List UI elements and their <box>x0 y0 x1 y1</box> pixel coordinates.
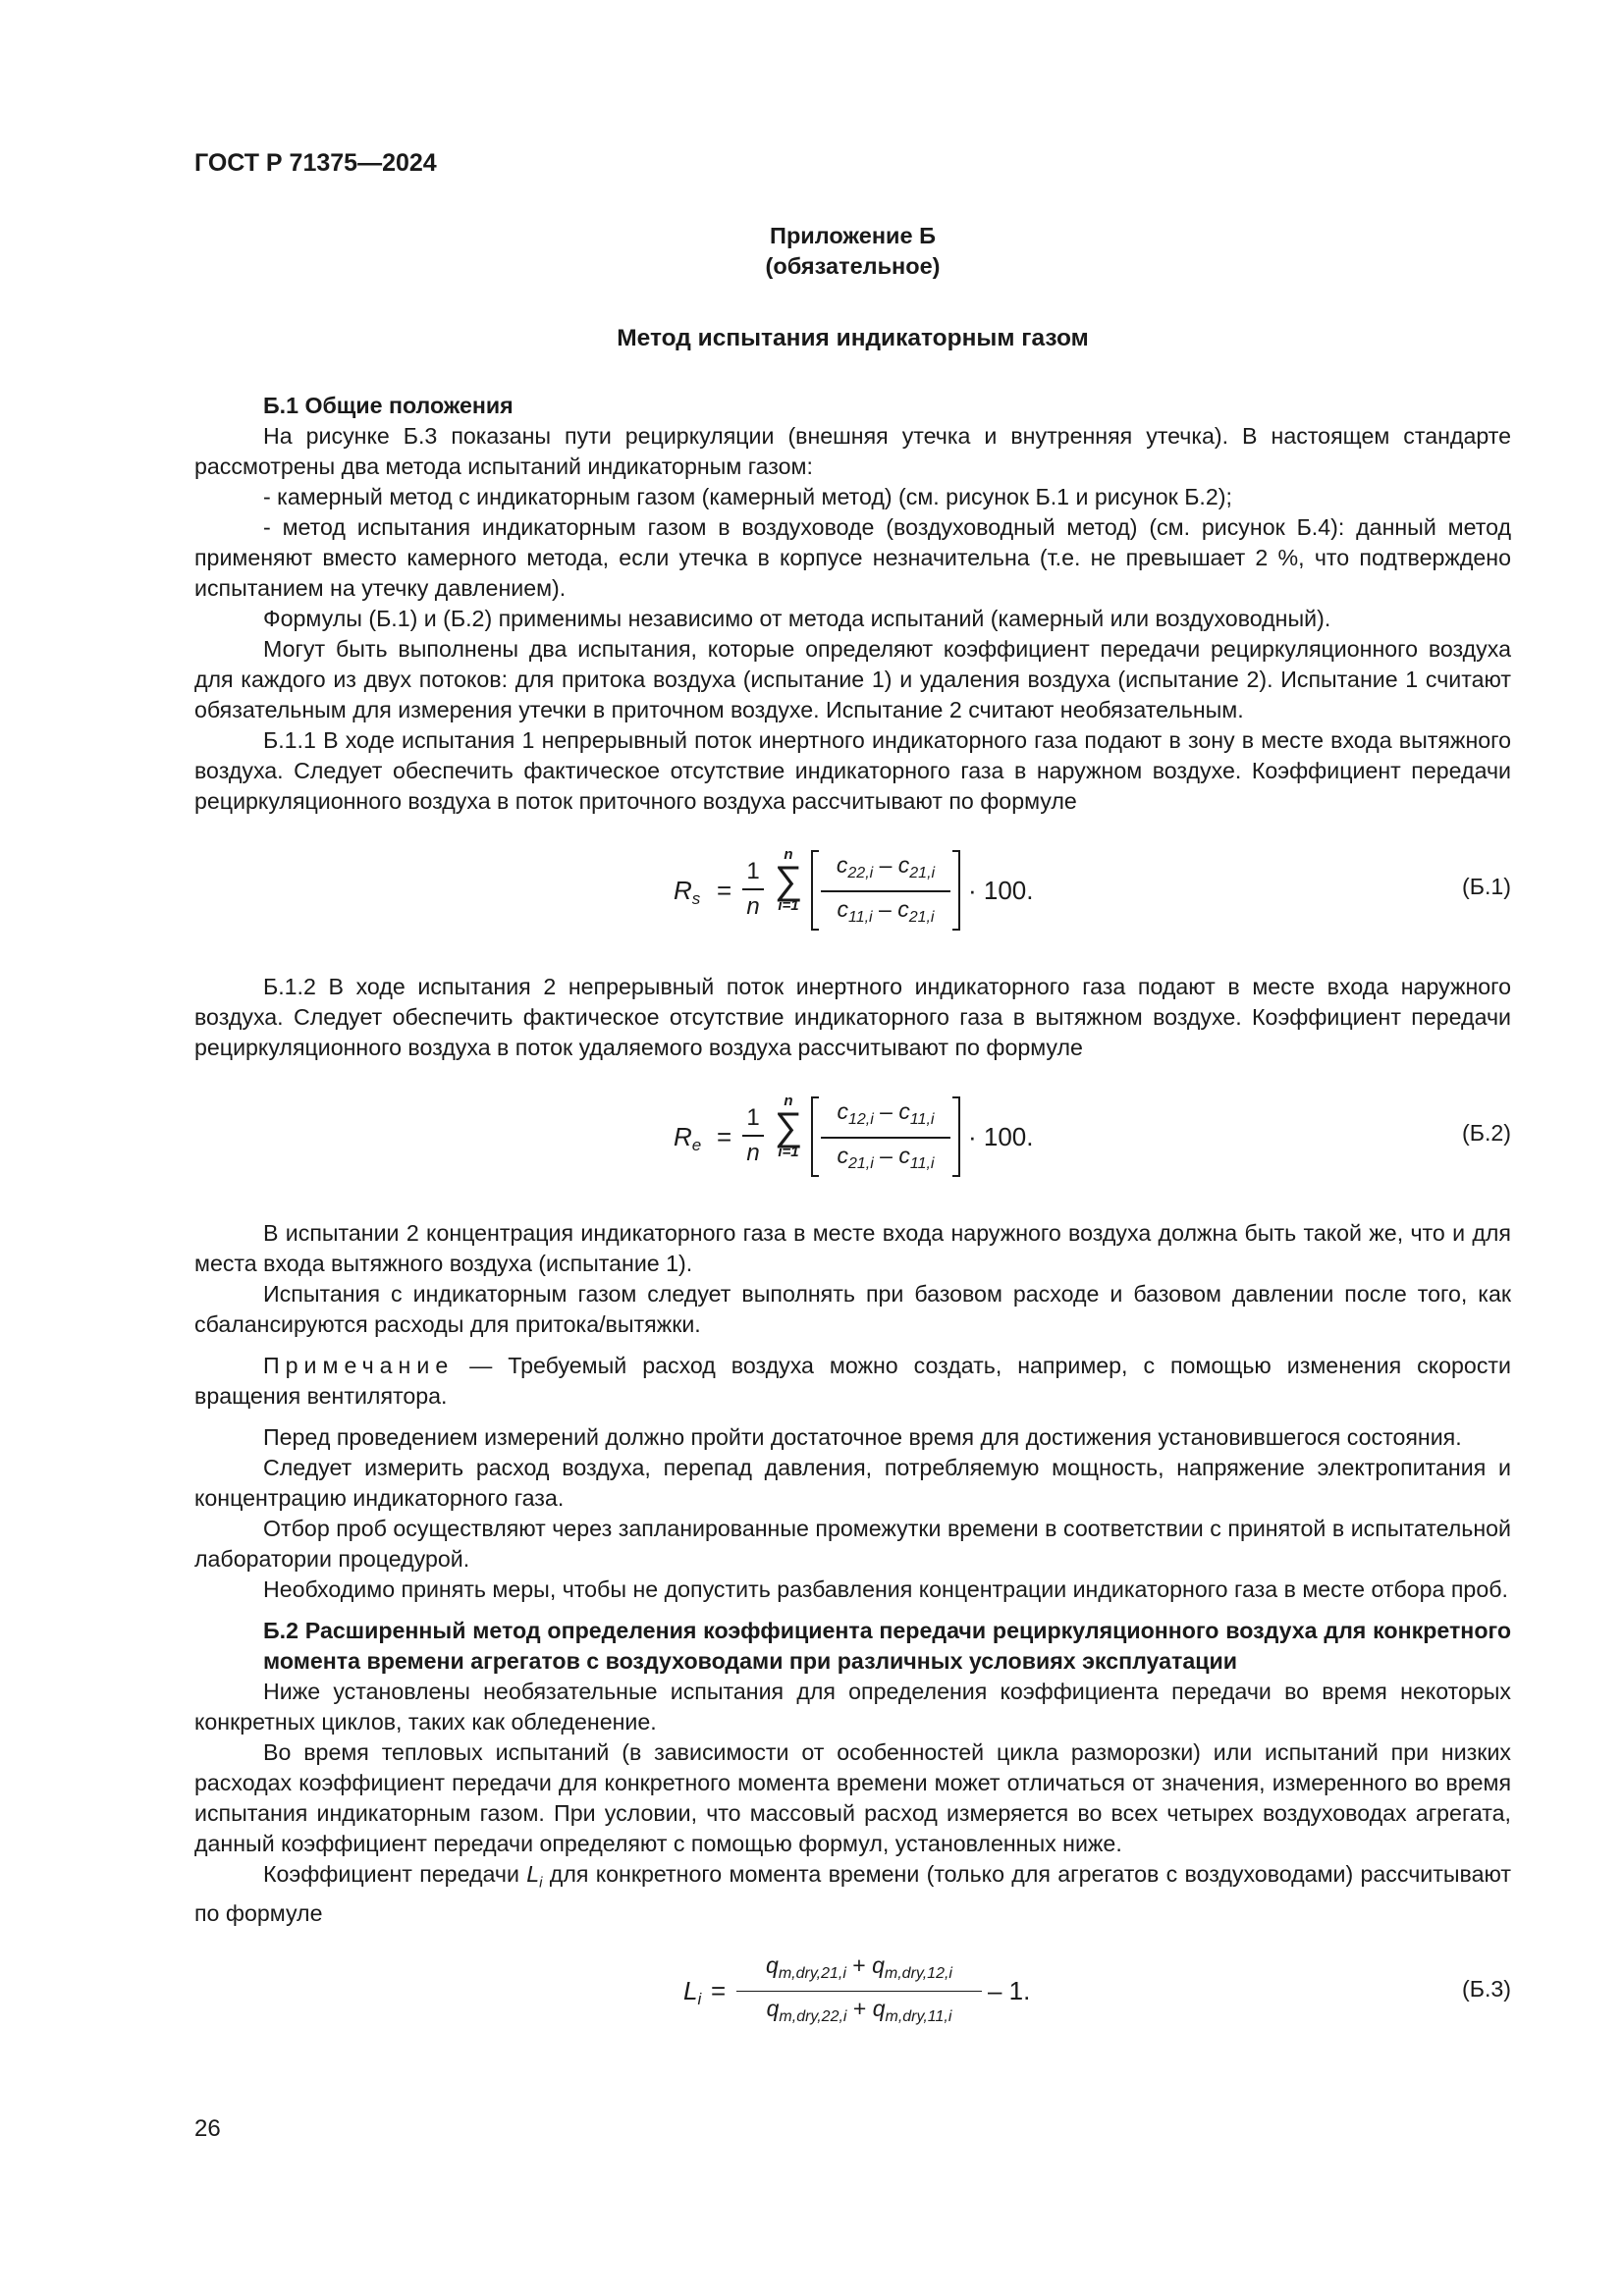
fraction-one-over-n: 1 n <box>742 1104 764 1167</box>
summation-sign: n ∑ i=1 <box>774 1093 803 1160</box>
right-bracket <box>952 1096 960 1177</box>
equals-sign: = <box>717 876 732 905</box>
paragraph: Во время тепловых испытаний (в зависимости от особенностей цикла разморозки) или испытаний при низких расходах коэффициент передачи для конкретного момента времени может отличаться от значения, измеренного во время испытания индикаторным газом. При условии, что массовый расход измеряется во всех четырех воздуховодах агрегата, данный коэффициент передачи определяют с помощью формул, установленных ниже. <box>194 1739 1511 1856</box>
formula-b1 <box>194 834 1511 942</box>
paragraph: Необходимо принять меры, чтобы не допустить разбавления концентрации индикаторного газа в месте отбора проб. <box>263 1576 1508 1602</box>
formula-tail: · 100. <box>968 1122 1034 1151</box>
section-b1-heading: Б.1 Общие положения <box>263 393 514 418</box>
note <box>194 1351 1511 1412</box>
equals-sign: = <box>717 1122 732 1151</box>
fraction-one-over-n: 1 n <box>742 858 764 921</box>
formula-b2 <box>194 1081 1511 1189</box>
page-content <box>194 221 1511 2039</box>
paragraph: Формулы (Б.1) и (Б.2) применимы независимо от метода испытаний (камерный или воздуховодный). <box>263 606 1331 631</box>
summation-sign: n ∑ i=1 <box>774 846 803 914</box>
paragraph: Ниже установлены необязательные испытания для определения коэффициента передачи во время некоторых конкретных циклов, таких как обледенение. <box>194 1679 1511 1735</box>
paragraph: На рисунке Б.3 показаны пути рециркуляции (внешняя утечка и внутренняя утечка). В настоящем стандарте рассмотрены два метода испытаний индикаторным газом: <box>194 423 1511 479</box>
document-code: ГОСТ Р 71375—2024 <box>194 149 437 177</box>
concentration-fraction: $c_{22,i} - c_{21,i}$ $c_{11,i} - c_{21,i}$ <box>821 852 950 931</box>
paragraph: Б.1.2 В ходе испытания 2 непрерывный поток инертного индикаторного газа подают в месте входа наружного воздуха. Следует обеспечить фактическое отсутствие индикаторного газа в вытяжном воздухе. Коэффициент передачи рециркуляционного воздуха в поток удаляемого воздуха рассчитывают по формуле <box>194 974 1511 1060</box>
appendix-title: Метод испытания индикаторным газом <box>617 325 1089 351</box>
paragraph: Коэффициент передачи $L_i$ для конкретного момента времени (только для агрегатов с воздуховодами) рассчитывают по формуле <box>194 1861 1511 1926</box>
paragraph: Перед проведением измерений должно пройти достаточное время для достижения установившегося состояния. <box>263 1424 1462 1450</box>
section-b2-heading: Б.2 Расширенный метод определения коэффициента передачи рециркуляционного воздуха для конкретного момента времени агрегатов с воздуховодами при различных условиях эксплуатации <box>263 1618 1511 1674</box>
paragraph: Испытания с индикаторным газом следует выполнять при базовом расходе и базовом давлении после того, как сбалансируются расходы для притока/вытяжки. <box>194 1281 1511 1337</box>
left-bracket <box>811 1096 819 1177</box>
equals-sign: = <box>711 1975 727 2005</box>
paragraph: Отбор проб осуществляют через запланированные промежутки времени в соответствии с принятой в испытательной лаборатории процедурой. <box>194 1516 1511 1572</box>
page-number: 26 <box>194 2115 221 2142</box>
paragraph: В испытании 2 концентрация индикаторного газа в месте входа наружного воздуха должна быть такой же, что и для места входа вытяжного воздуха (испытание 1). <box>194 1220 1511 1276</box>
right-bracket <box>952 850 960 931</box>
list-item: - метод испытания индикаторным газом в воздуховоде (воздуховодный метод) (см. рисунок Б.4): данный метод применяют вместо камерного метода, если утечка в корпусе незначительна (т.е. не превышает 2 %, что подтверждено испытанием на утечку давлением). <box>194 514 1511 601</box>
appendix-label: Приложение Б <box>770 223 936 248</box>
formula-tail: · 100. <box>968 876 1034 905</box>
paragraph: Б.1.1 В ходе испытания 1 непрерывный поток инертного индикаторного газа подают в зону в месте входа вытяжного воздуха. Следует обеспечить фактическое отсутствие индикаторного газа в наружном воздухе. Коэффициент передачи рециркуляционного воздуха в поток приточного воздуха рассчитывают по формуле <box>194 727 1511 814</box>
formula-number: (Б.1) <box>1462 874 1511 899</box>
concentration-fraction: $c_{12,i} - c_{11,i}$ $c_{21,i} - c_{11,i}$ <box>821 1098 950 1177</box>
formula-number: (Б.2) <box>1462 1120 1511 1146</box>
paragraph: Следует измерить расход воздуха, перепад давления, потребляемую мощность, напряжение электропитания и концентрацию индикаторного газа. <box>194 1455 1511 1511</box>
note-label: Примечание <box>263 1353 455 1378</box>
list-item: - камерный метод с индикаторным газом (камерный метод) (см. рисунок Б.1 и рисунок Б.2); <box>263 484 1232 509</box>
formula-lhs: $R_s$ <box>674 876 701 908</box>
formula-lhs: $R_e$ <box>674 1122 702 1154</box>
paragraph: Могут быть выполнены два испытания, которые определяют коэффициент передачи рециркуляционного воздуха для каждого из двух потоков: для притока воздуха (испытание 1) и удаления воздуха (испытание 2). Испытание 1 считают обязательным для измерения утечки в приточном воздухе. Испытание 2 считают необязательным. <box>194 636 1511 722</box>
formula-lhs: $L_i$ <box>683 1975 702 2008</box>
appendix-status: (обязательное) <box>765 253 941 279</box>
mass-flow-fraction: $q_{m,dry,21,i} + q_{m,dry,12,i}$ $q_{m,dry,22,i} + q_{m,dry,11,i}$ <box>736 1952 982 2031</box>
left-bracket <box>811 850 819 931</box>
formula-number: (Б.3) <box>1462 1975 1511 2002</box>
formula-tail: – 1. <box>988 1975 1031 2005</box>
note-text: — Требуемый расход воздуха можно создать, например, с помощью изменения скорости вращения вентилятора. <box>194 1353 1511 1409</box>
formula-b3 <box>194 1945 1511 2039</box>
